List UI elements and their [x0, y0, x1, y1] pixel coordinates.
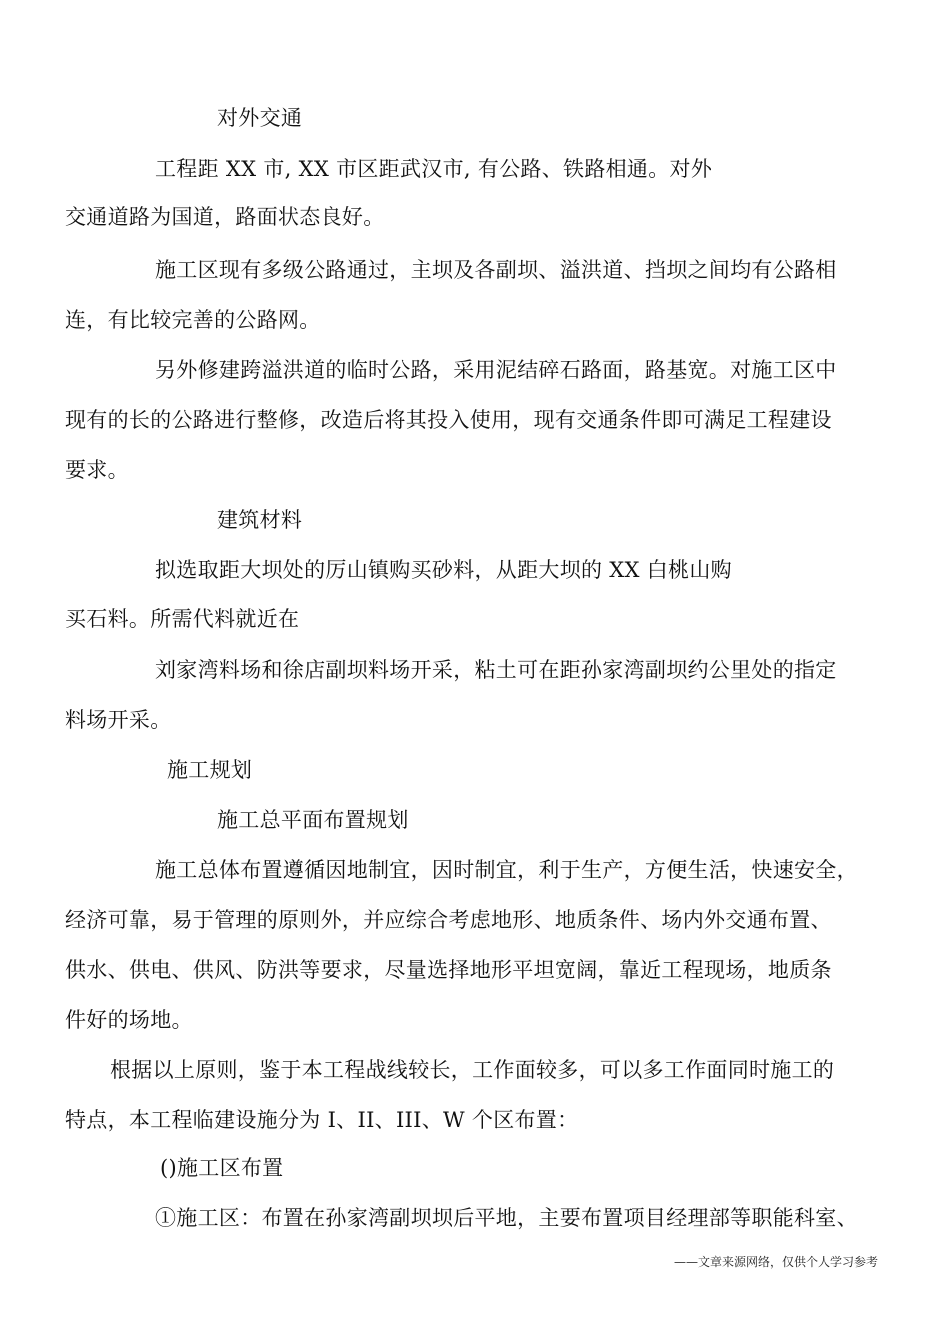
paragraph-line: 经济可靠，易于管理的原则外，并应综合考虑地形、地质条件、场内外交通布置、	[65, 908, 832, 932]
paragraph-line: 施工总体布置遵循因地制宜，因时制宜，利于生产，方便生活，快速安全，	[155, 858, 858, 882]
paragraph-line: 刘家湾料场和徐店副坝料场开采，粘土可在距孙家湾副坝约公里处的指定	[155, 658, 837, 682]
heading-building-materials: 建筑材料	[217, 508, 303, 532]
source-footer: ——文章来源网络，仅供个人学习参考	[673, 1255, 878, 1269]
paragraph-line: 料场开采。	[65, 708, 172, 732]
heading-construction-planning: 施工规划	[167, 758, 253, 782]
paragraph-line: 现有的长的公路进行整修，改造后将其投入使用，现有交通条件即可满足工程建设	[65, 408, 832, 432]
paragraph-line: 工程距 XX 市, XX 市区距武汉市, 有公路、铁路相通。对外	[155, 157, 713, 181]
paragraph-line: 连，有比较完善的公路网。	[65, 308, 321, 332]
paragraph-line: 特点，本工程临建设施分为 I、II、III、W 个区布置：	[65, 1108, 579, 1132]
paragraph-line: 供水、供电、供风、防洪等要求，尽量选择地形平坦宽阔，靠近工程现场，地质条	[65, 958, 832, 982]
heading-general-layout: 施工总平面布置规划	[217, 808, 409, 832]
paragraph-line: ①施工区：布置在孙家湾副坝坝后平地，主要布置项目经理部等职能科室、	[155, 1206, 858, 1230]
paragraph-line: 施工区现有多级公路通过，主坝及各副坝、溢洪道、挡坝之间均有公路相	[155, 258, 837, 282]
heading-construction-zone-layout: ()施工区布置	[160, 1156, 284, 1180]
paragraph-line: 买石料。所需代料就近在	[65, 607, 300, 631]
paragraph-line: 交通道路为国道，路面状态良好。	[65, 205, 385, 229]
paragraph-line: 要求。	[65, 458, 129, 482]
paragraph-line: 根据以上原则，鉴于本工程战线较长，工作面较多，可以多工作面同时施工的	[110, 1058, 835, 1082]
paragraph-line: 另外修建跨溢洪道的临时公路，采用泥结碎石路面，路基宽。对施工区中	[155, 358, 837, 382]
paragraph-line: 拟选取距大坝处的厉山镇购买砂料，从距大坝的 XX 白桃山购	[155, 558, 732, 582]
heading-external-traffic: 对外交通	[217, 106, 303, 130]
paragraph-line: 件好的场地。	[65, 1008, 193, 1032]
